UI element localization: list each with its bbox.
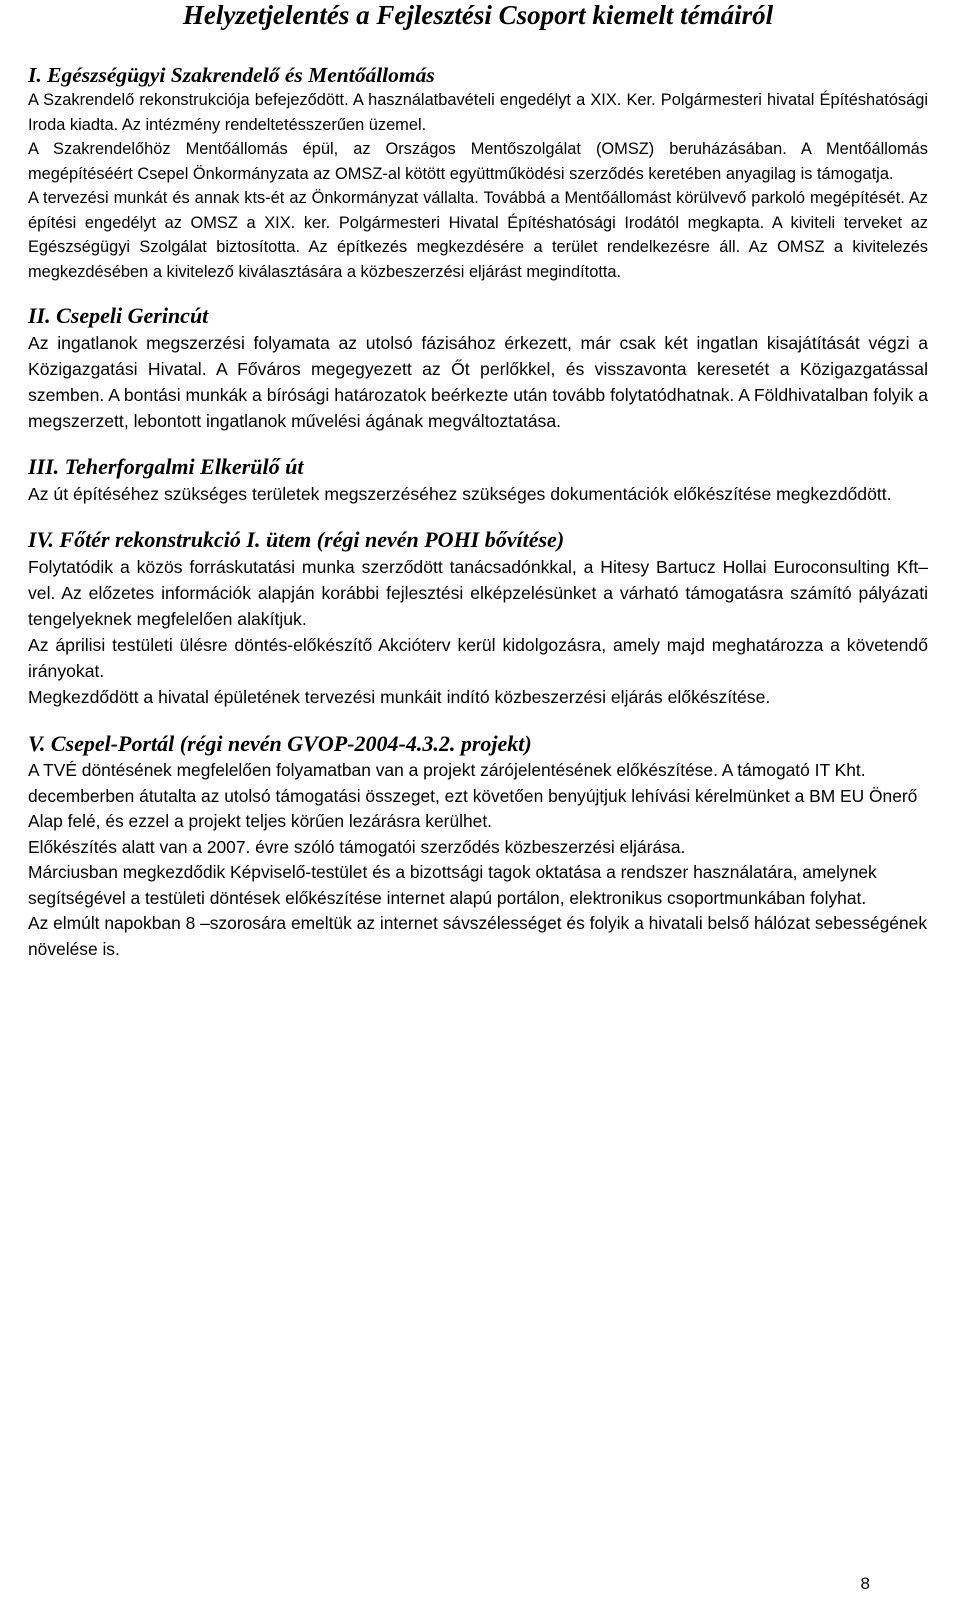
paragraph: Az ingatlanok megszerzési folyamata az utolsó fázisához érkezett, már csak két ingatlan kisajátítását végzi a Közigazgatási Hivatal. A Főváros megegyezett az Őt perlőkkel, és visszavonta keresetét a Közigazgatással szemben. A bontási munkák a bírósági határozatok beérkezte után tovább folytatódhatnak. A Földhivatalban folyik a megszerzett, lebontott ingatlanok művelési ágának megváltoztatása. [28, 333, 928, 431]
paragraph: Megkezdődött a hivatal épületének tervezési munkáit indító közbeszerzési eljárás előkészítése. [28, 687, 771, 707]
paragraph: A TVÉ döntésének megfelelően folyamatban van a projekt zárójelentésének előkészítése. A támogató IT Kht. decemberben átutalta az utolsó támogatási összeget, ezt követően benyújtjuk lehívási kérelmünket a BM EU Önerő Alap felé, és ezzel a projekt teljes körűen lezárásra kerülhet. [28, 760, 918, 831]
section-gerincut [28, 302, 928, 434]
paragraph: Előkészítés alatt van a 2007. évre szóló támogatói szerződés közbeszerzési eljárása. [28, 836, 686, 857]
section-elkerulo-ut [28, 453, 928, 507]
section-heading: IV. Főtér rekonstrukció I. ütem (régi nevén POHI bővítése) [28, 527, 565, 552]
paragraph: Az elmúlt napokban 8 –szorosára emeltük az internet sávszélességet és folyik a hivatali belső hálózat sebességének növelése is. [28, 913, 928, 959]
document-page [28, 0, 928, 962]
paragraph: A Szakrendelőhöz Mentőállomás épül, az Országos Mentőszolgálat (OMSZ) beruházásában. A Mentőállomás megépítéséért Csepel Önkormányzata az OMSZ-al kötött együttműködési szerződés keretében anyagilag is támogatja. [28, 140, 928, 183]
paragraph: Folytatódik a közös forráskutatási munka szerződött tanácsadónkkal, a Hitesy Bartucz Hollai Euroconsulting Kft–vel. Az előzetes információk alapján korábbi fejlesztési elképzelésünket a várható támogatásra számító pályázati tengelyeknek megfelelően alakítjuk. [28, 557, 928, 629]
paragraph: Az áprilisi testületi ülésre döntés-előkészítő Akcióterv kerül kidolgozásra, amely majd meghatározza a követendő irányokat. [28, 635, 928, 681]
paragraph: Az út építéséhez szükséges területek megszerzéséhez szükséges dokumentációk előkészítése megkezdődött. [28, 484, 892, 504]
paragraph: A tervezési munkát és annak kts-ét az Önkormányzat vállalta. Továbbá a Mentőállomást körülvevő parkoló megépítését. Az építési engedélyt az OMSZ a XIX. ker. Polgármesteri Hivatal Építéshatósági Irodától megkapta. A kiviteli terveket az Egészségügyi Szolgálat biztosította. Az építkezés megkezdésére a terület rendelkezésre áll. Az OMSZ a kivitelezés megkezdésében a kivitelező kiválasztására a közbeszerzési eljárást megindította. [28, 189, 928, 281]
document-title: Helyzetjelentés a Fejlesztési Csoport kiemelt témáiról [182, 0, 774, 30]
section-heading: I. Egészségügyi Szakrendelő és Mentőállomás [28, 63, 435, 87]
section-heading: II. Csepeli Gerincút [28, 303, 209, 328]
page-number: 8 [860, 1574, 870, 1593]
paragraph: Márciusban megkezdődik Képviselő-testület és a bizottsági tagok oktatása a rendszer használatára, amelynek segítségével a testületi döntések előkészítése internet alapú portálon, elektronikus csoportmunkában folyhat. [28, 862, 877, 908]
paragraph: A Szakrendelő rekonstrukciója befejeződött. A használatbavételi engedélyt a XIX. Ker. Polgármesteri hivatal Építéshatósági Iroda kiadta. Az intézmény rendeltetésszerűen üzemel. [28, 91, 928, 134]
section-heading: III. Teherforgalmi Elkerülő út [28, 454, 304, 479]
section-csepel-portal [28, 730, 928, 962]
section-szakrendelo [28, 62, 928, 284]
section-heading: V. Csepel-Portál (régi nevén GVOP-2004-4.3.2. projekt) [28, 731, 532, 756]
section-foter-rekonstrukcio [28, 526, 928, 710]
